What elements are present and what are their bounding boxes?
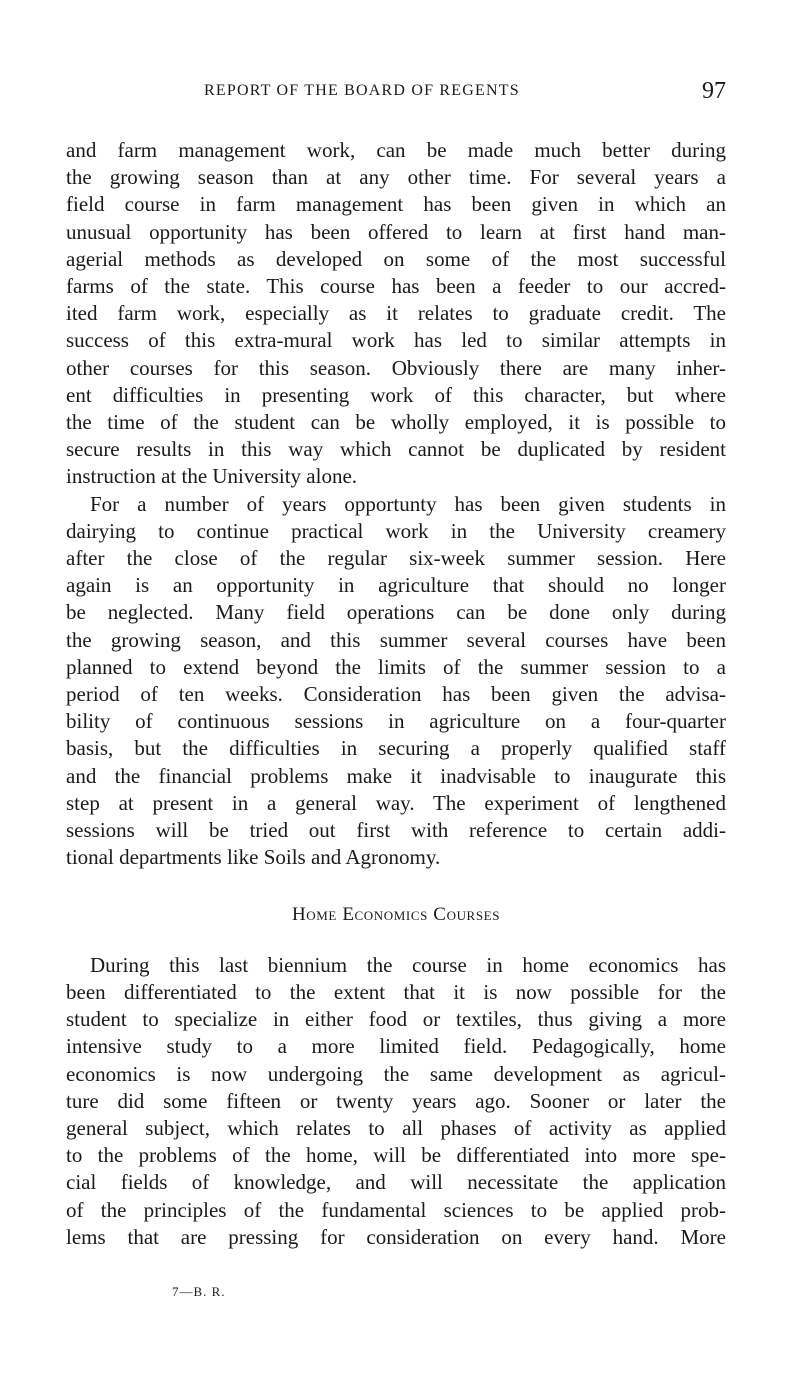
text-line: other courses for this season. Obviously there are many inher- [66, 355, 726, 380]
body-text [66, 137, 726, 1251]
text-line: success of this extra-mural work has led to similar attempts in [66, 328, 726, 353]
page-number: 97 [702, 78, 726, 104]
text-line: lems that are pressing for consideration on every hand. More [66, 1224, 726, 1249]
text-line: tional departments like Soils and Agronomy. [66, 845, 441, 870]
text-line: unusual opportunity has been offered to learn at first hand man- [66, 219, 726, 244]
text-line: of the principles of the fundamental sciences to be applied prob- [66, 1197, 726, 1222]
text-line: the time of the student can be wholly employed, it is possible to [66, 410, 726, 435]
text-line: intensive study to a more limited field. Pedagogically, home [66, 1034, 726, 1059]
text-line: the growing season than at any other time. For several years a [66, 165, 726, 190]
text-line: field course in farm management has been given in which an [66, 192, 726, 217]
text-line: During this last biennium the course in home economics has [90, 952, 726, 977]
text-line: agerial methods as developed on some of the most successful [66, 246, 726, 271]
text-line: after the close of the regular six-week summer session. Here [66, 546, 726, 571]
text-line: secure results in this way which cannot be duplicated by resident [66, 437, 726, 462]
text-line: basis, but the difficulties in securing a properly qualified staff [66, 736, 726, 761]
text-line: been differentiated to the extent that it is now possible for the [66, 979, 726, 1004]
paragraph-home-economics [66, 952, 726, 1251]
text-line: period of ten weeks. Consideration has been given the advisa- [66, 682, 726, 707]
running-header [66, 80, 726, 110]
text-line: again is an opportunity in agriculture that should no longer [66, 573, 726, 598]
text-line: farms of the state. This course has been a feeder to our accred- [66, 274, 726, 299]
paragraph-dairying [66, 491, 726, 872]
text-line: student to specialize in either food or textiles, thus giving a more [66, 1007, 726, 1032]
text-line: For a number of years opportunty has been given students in [90, 491, 726, 516]
text-line: ture did some fifteen or twenty years ago. Sooner or later the [66, 1088, 726, 1113]
text-line: and farm management work, can be made much better during [66, 138, 726, 162]
text-line: instruction at the University alone. [66, 464, 358, 489]
text-line: economics is now undergoing the same development as agricul- [66, 1061, 726, 1086]
text-line: and the financial problems make it inadvisable to inaugurate this [66, 763, 726, 788]
text-line: planned to extend beyond the limits of the summer session to a [66, 654, 726, 679]
running-title: REPORT OF THE BOARD OF REGENTS [204, 82, 520, 99]
paragraph-farm-management [66, 137, 726, 491]
text-line: the growing season, and this summer several courses have been [66, 627, 726, 652]
text-line: ent difficulties in presenting work of this character, but where [66, 382, 726, 407]
text-line: dairying to continue practical work in the University creamery [66, 518, 726, 543]
section-heading: Home Economics Courses [291, 904, 501, 926]
text-line: to the problems of the home, will be differentiated into more spe- [66, 1143, 726, 1168]
text-line: general subject, which relates to all phases of activity as applied [66, 1115, 726, 1140]
text-line: step at present in a general way. The experiment of lengthened [66, 790, 726, 815]
text-line: be neglected. Many field operations can be done only during [66, 600, 726, 625]
printer-signature-mark: 7—B. R. [172, 1284, 226, 1299]
text-line: bility of continuous sessions in agriculture on a four-quarter [66, 709, 726, 734]
text-line: ited farm work, especially as it relates to graduate credit. The [66, 301, 726, 326]
text-line: cial fields of knowledge, and will necessitate the application [66, 1170, 726, 1195]
text-line: sessions will be tried out first with reference to certain addi- [66, 818, 726, 843]
